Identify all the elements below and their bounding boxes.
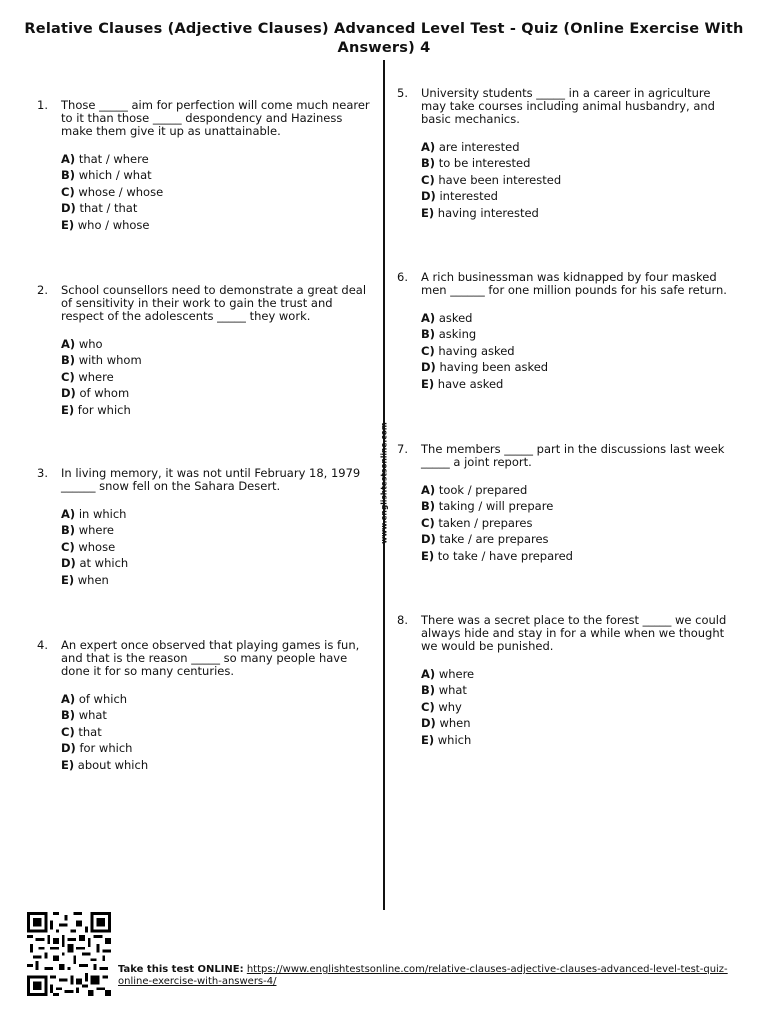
question-text: There was a secret place to the forest _____ we could always hide and stay in for a while when we thought we would be punished. (421, 613, 727, 653)
question-number: 1. (37, 98, 48, 112)
option-d[interactable]: D) at which (61, 556, 129, 571)
question-text: School counsellors need to demonstrate a great deal of sensitivity in their work to gain the trust and respect of the adolescents _____ they work. (61, 283, 367, 323)
question-number: 8. (397, 613, 408, 627)
option-b[interactable]: B) asking (421, 327, 477, 342)
option-a[interactable]: A) in which (61, 507, 127, 521)
option-c[interactable]: C) whose (61, 539, 116, 554)
option-b[interactable]: B) where (61, 523, 115, 538)
option-e[interactable]: E) for which (61, 402, 131, 417)
option-e[interactable]: E) about which (61, 757, 149, 772)
question-number: 5. (397, 86, 408, 100)
option-d[interactable]: D) of whom (61, 386, 130, 401)
option-c[interactable]: C) where (61, 369, 114, 384)
option-d[interactable]: D) for which (61, 741, 133, 756)
qr-code-image (24, 912, 114, 996)
option-a[interactable]: A) are interested (421, 140, 520, 154)
option-a[interactable]: A) asked (421, 311, 473, 325)
option-a[interactable]: A) where (421, 667, 475, 681)
option-d[interactable]: D) interested (421, 189, 498, 204)
option-c[interactable]: C) have been interested (421, 172, 562, 187)
option-e[interactable]: E) which (421, 732, 472, 747)
question-number: 3. (37, 466, 48, 480)
question-number: 7. (397, 442, 408, 456)
option-b[interactable]: B) what (61, 708, 107, 723)
option-b[interactable]: B) which / what (61, 168, 152, 183)
test-online-link[interactable]: https://www.englishtestsonline.com/relative-clauses-adjective-clauses-advanced-level-test-quiz-online-exercise-with-answers-4/ (118, 964, 728, 987)
option-c[interactable]: C) whose / whose (61, 184, 164, 199)
option-c[interactable]: C) why (421, 699, 462, 714)
option-d[interactable]: D) take / are prepares (421, 532, 549, 547)
option-b[interactable]: B) with whom (61, 353, 142, 368)
footer-link-line (118, 964, 738, 988)
option-a[interactable]: A) took / prepared (421, 483, 528, 497)
question-text: University students _____ in a career in agriculture may take courses including animal husbandry, and basic mechanics. (421, 86, 715, 126)
question-text: A rich businessman was kidnapped by four masked men ______ for one million pounds for his safe return. (421, 270, 727, 297)
option-b[interactable]: B) what (421, 683, 467, 698)
page-title: Relative Clauses (Adjective Clauses) Advanced Level Test - Quiz (Online Exercise With Answers) 4 (24, 21, 744, 56)
option-c[interactable]: C) taken / prepares (421, 515, 533, 530)
option-e[interactable]: E) who / whose (61, 217, 150, 232)
question-number: 6. (397, 270, 408, 284)
option-e[interactable]: E) to take / have prepared (421, 548, 573, 563)
question-number: 2. (37, 283, 48, 297)
question-text: An expert once observed that playing games is fun, and that is the reason _____ so many people have done it for so many centuries. (61, 638, 360, 678)
option-b[interactable]: B) taking / will prepare (421, 499, 554, 514)
side-website-text: www.englishtestsonline.com (379, 422, 389, 544)
option-b[interactable]: B) to be interested (421, 156, 531, 171)
question-text: Those _____ aim for perfection will come much nearer to it than those _____ despondency and Haziness make them give it up as unattainable. (61, 98, 370, 138)
question-text: In living memory, it was not until February 18, 1979 ______ snow fell on the Sahara Desert. (61, 466, 361, 493)
option-e[interactable]: E) having interested (421, 205, 539, 220)
question-number: 4. (37, 638, 48, 652)
option-a[interactable]: A) that / where (61, 152, 149, 166)
option-a[interactable]: A) who (61, 337, 103, 351)
option-d[interactable]: D) that / that (61, 201, 138, 216)
option-e[interactable]: E) have asked (421, 376, 504, 391)
option-c[interactable]: C) having asked (421, 343, 515, 358)
question-text: The members _____ part in the discussions last week _____ a joint report. (421, 442, 725, 469)
footer-lead-text: Take this test ONLINE: (118, 964, 244, 975)
option-d[interactable]: D) when (421, 716, 471, 731)
option-e[interactable]: E) when (61, 572, 109, 587)
option-d[interactable]: D) having been asked (421, 360, 549, 375)
option-a[interactable]: A) of which (61, 692, 128, 706)
option-c[interactable]: C) that (61, 724, 102, 739)
